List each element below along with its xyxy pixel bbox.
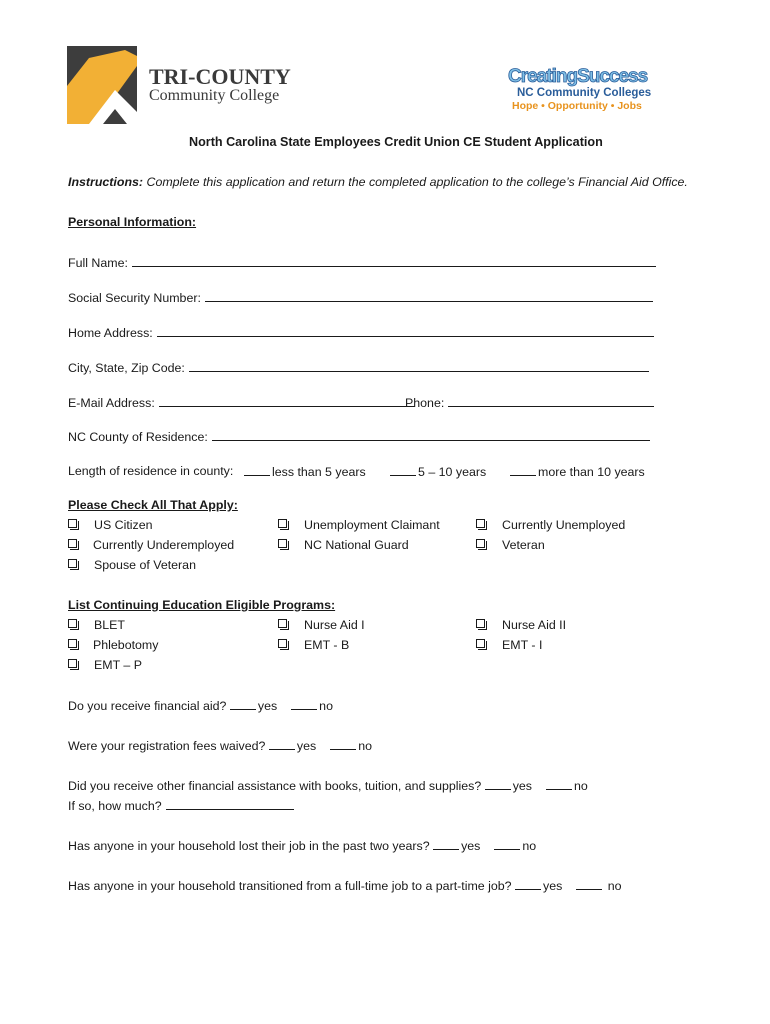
- fees-waived-no-label: no: [358, 739, 372, 753]
- home-address-label: Home Address:: [68, 326, 153, 340]
- instructions-text: Complete this application and return the completed application to the college’s Financial Aid Office.: [146, 175, 688, 189]
- length-option-2-label: 5 – 10 years: [418, 465, 487, 479]
- checkbox-unemployment-claimant[interactable]: [278, 519, 287, 528]
- email-label: E-Mail Address:: [68, 396, 155, 410]
- label-emt-p: EMT – P: [94, 658, 142, 672]
- checkbox-veteran[interactable]: [476, 539, 485, 548]
- question-part-time: [68, 877, 622, 894]
- label-nc-national-guard: NC National Guard: [304, 538, 409, 552]
- financial-aid-no-label: no: [319, 699, 333, 713]
- part-time-no-blank[interactable]: [576, 877, 602, 890]
- full-name-field[interactable]: [132, 254, 656, 267]
- label-nurse-aid-2: Nurse Aid II: [502, 618, 567, 632]
- instructions: [68, 174, 688, 190]
- how-much-row: [68, 797, 294, 814]
- financial-aid-yes-blank[interactable]: [230, 697, 256, 710]
- question-lost-job: [68, 837, 536, 854]
- county-row: [68, 428, 650, 445]
- lost-job-yes-label: yes: [461, 839, 481, 853]
- label-veteran: Veteran: [502, 538, 545, 552]
- tri-county-logo-mark: [67, 46, 317, 124]
- how-much-label: If so, how much?: [68, 799, 162, 813]
- checkbox-phlebotomy[interactable]: [68, 639, 77, 648]
- length-label: Length of residence in county:: [68, 464, 234, 478]
- instructions-label: Instructions:: [68, 175, 144, 189]
- checkbox-nurse-aid-2[interactable]: [476, 619, 485, 628]
- label-currently-unemployed: Currently Unemployed: [502, 518, 626, 532]
- email-field[interactable]: [159, 394, 415, 407]
- question-fees-waived: [68, 737, 372, 754]
- city-state-zip-row: [68, 359, 649, 376]
- question-other-assistance-text: Did you receive other financial assistance with books, tuition, and supplies?: [68, 779, 482, 793]
- fees-waived-no-blank[interactable]: [330, 737, 356, 750]
- financial-aid-yes-label: yes: [257, 699, 278, 713]
- label-phlebotomy: Phlebotomy: [93, 638, 159, 652]
- checkbox-nc-national-guard[interactable]: [278, 539, 287, 548]
- county-label: NC County of Residence:: [68, 430, 208, 444]
- checkbox-emt-b[interactable]: [278, 639, 287, 648]
- ssn-field[interactable]: [205, 289, 653, 302]
- question-part-time-text: Has anyone in your household transitioned from a full-time job to a part-time job?: [68, 879, 512, 893]
- logo-creating-success: CreatingSuccess: [508, 66, 648, 87]
- fees-waived-yes-blank[interactable]: [269, 737, 295, 750]
- home-address-field[interactable]: [157, 324, 654, 337]
- other-assistance-yes-label: yes: [512, 779, 533, 793]
- question-financial-aid-text: Do you receive financial aid?: [68, 699, 227, 713]
- other-assistance-yes-blank[interactable]: [485, 777, 511, 790]
- length-option-3-label: more than 10 years: [538, 465, 645, 479]
- how-much-field[interactable]: [166, 797, 294, 810]
- logo-nc-community-colleges: NC Community Colleges: [517, 87, 652, 99]
- part-time-yes-label: yes: [543, 879, 563, 893]
- phone-row: [405, 394, 654, 411]
- check-all-heading: Please Check All That Apply:: [68, 498, 238, 512]
- full-name-row: [68, 254, 656, 271]
- phone-field[interactable]: [448, 394, 654, 407]
- label-emt-b: EMT - B: [304, 638, 350, 652]
- checkbox-emt-i[interactable]: [476, 639, 485, 648]
- college-name-line1: TRI-COUNTY: [149, 64, 291, 89]
- logo-tagline: Hope • Opportunity • Jobs: [512, 100, 642, 112]
- label-currently-underemployed: Currently Underemployed: [93, 538, 235, 552]
- email-row: [68, 394, 415, 411]
- question-financial-aid: [68, 697, 333, 714]
- full-name-label: Full Name:: [68, 256, 128, 270]
- college-name-line2: Community College: [149, 87, 280, 104]
- label-emt-i: EMT - I: [502, 638, 543, 652]
- checkbox-currently-underemployed[interactable]: [68, 539, 77, 548]
- checkbox-emt-p[interactable]: [68, 659, 77, 668]
- question-lost-job-text: Has anyone in your household lost their job in the past two years?: [68, 839, 430, 853]
- city-state-zip-label: City, State, Zip Code:: [68, 361, 185, 375]
- length-option-3[interactable]: [510, 463, 645, 480]
- other-assistance-no-blank[interactable]: [546, 777, 572, 790]
- length-option-1[interactable]: [244, 463, 366, 480]
- label-spouse-of-veteran: Spouse of Veteran: [94, 558, 196, 572]
- fees-waived-yes-label: yes: [296, 739, 317, 753]
- part-time-yes-blank[interactable]: [515, 877, 541, 890]
- creating-success-logo: [505, 62, 665, 118]
- checkbox-blet[interactable]: [68, 619, 77, 628]
- other-assistance-no-label: no: [574, 779, 588, 793]
- city-state-zip-field[interactable]: [189, 359, 649, 372]
- label-unemployment-claimant: Unemployment Claimant: [304, 518, 440, 532]
- lost-job-no-label: no: [522, 839, 537, 853]
- home-address-row: [68, 324, 654, 341]
- ssn-row: [68, 289, 653, 306]
- financial-aid-no-blank[interactable]: [291, 697, 317, 710]
- tri-county-logo: [67, 46, 317, 124]
- checkbox-currently-unemployed[interactable]: [476, 519, 485, 528]
- label-blet: BLET: [94, 618, 125, 632]
- length-option-1-label: less than 5 years: [272, 465, 366, 479]
- checkbox-spouse-of-veteran[interactable]: [68, 559, 77, 568]
- checkbox-us-citizen[interactable]: [68, 519, 77, 528]
- label-us-citizen: US Citizen: [94, 518, 153, 532]
- length-option-2[interactable]: [390, 463, 486, 480]
- checkbox-nurse-aid-1[interactable]: [278, 619, 287, 628]
- form-title: North Carolina State Employees Credit Union CE Student Application: [189, 135, 603, 149]
- question-fees-waived-text: Were your registration fees waived?: [68, 739, 266, 753]
- personal-info-heading: Personal Information:: [68, 215, 197, 229]
- question-other-assistance: [68, 777, 588, 794]
- label-nurse-aid-1: Nurse Aid I: [304, 618, 365, 632]
- lost-job-yes-blank[interactable]: [433, 837, 459, 850]
- lost-job-no-blank[interactable]: [494, 837, 520, 850]
- programs-heading: List Continuing Education Eligible Programs:: [68, 598, 336, 612]
- county-field[interactable]: [212, 428, 650, 441]
- ssn-label: Social Security Number:: [68, 291, 201, 305]
- phone-label: Phone:: [405, 396, 445, 410]
- part-time-no-label: no: [607, 879, 622, 893]
